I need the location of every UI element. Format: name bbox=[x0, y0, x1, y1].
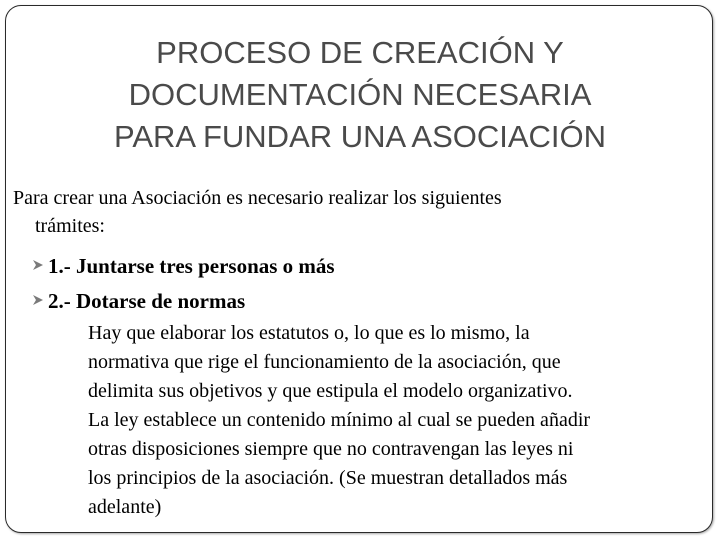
bullet-item-2 bbox=[48, 286, 245, 316]
bullet-text-2: 2.- Dotarse de normas bbox=[48, 289, 246, 313]
slide-title bbox=[6, 32, 713, 158]
statutes-paragraph bbox=[88, 319, 708, 522]
intro-line-1: Para crear una Asociación es necesario realizar los siguientes bbox=[13, 187, 502, 209]
bullet-arrow-icon bbox=[31, 251, 45, 281]
paragraph-line: adelante) bbox=[88, 496, 162, 518]
bullet-arrow-icon bbox=[31, 286, 45, 316]
paragraph-line: La ley establece un contenido mínimo al cual se pueden añadir bbox=[88, 409, 591, 431]
title-line-1: PROCESO DE CREACIÓN Y bbox=[156, 35, 564, 70]
paragraph-line: los principios de la asociación. (Se muestran detallados más bbox=[88, 467, 568, 489]
intro-line-2: trámites: bbox=[35, 215, 105, 237]
paragraph-line: normativa que rige el funcionamiento de la asociación, que bbox=[88, 351, 561, 373]
intro-text bbox=[13, 184, 703, 240]
paragraph-line: Hay que elaborar los estatutos o, lo que es lo mismo, la bbox=[88, 322, 530, 344]
bullet-item-1 bbox=[48, 251, 335, 281]
title-line-3: PARA FUNDAR UNA ASOCIACIÓN bbox=[113, 119, 607, 154]
title-line-2: DOCUMENTACIÓN NECESARIA bbox=[128, 77, 592, 112]
bullet-text-1: 1.- Juntarse tres personas o más bbox=[48, 254, 335, 278]
paragraph-line: delimita sus objetivos y que estipula el modelo organizativo. bbox=[88, 380, 573, 402]
slide bbox=[5, 5, 713, 533]
paragraph-line: otras disposiciones siempre que no contravengan las leyes ni bbox=[88, 438, 574, 460]
